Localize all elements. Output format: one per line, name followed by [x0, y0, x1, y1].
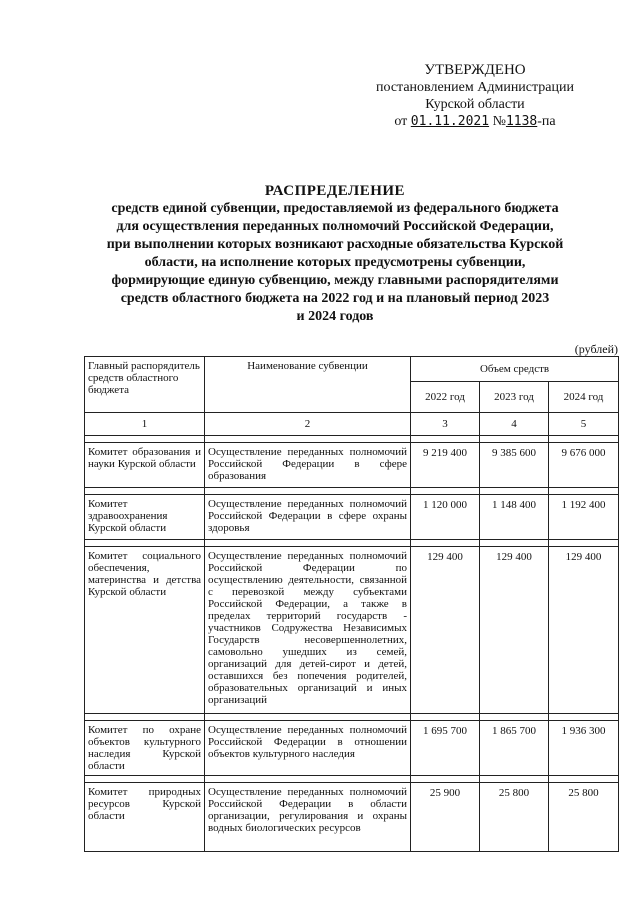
- row-value-2024: 1 192 400: [549, 495, 619, 540]
- col-number: 1: [85, 413, 205, 436]
- number-label: №: [492, 114, 506, 129]
- row-subvention: Осуществление переданных полномочий Российской Федерации в сфере охраны здоровья: [205, 495, 411, 540]
- row-subvention: Осуществление переданных полномочий Российской Федерации в сфере образования: [205, 443, 411, 488]
- table-row: [85, 547, 619, 714]
- row-value-2024: 129 400: [549, 547, 619, 714]
- from-label: от: [394, 114, 408, 129]
- row-value-2023: 129 400: [480, 547, 549, 714]
- number-suffix: -па: [537, 114, 556, 129]
- title-line: области, на исполнение которых предусмотрены субвенции,: [144, 255, 526, 270]
- row-value-2022: 129 400: [411, 547, 480, 714]
- row-distributor: Комитет природных ресурсов Курской области: [85, 783, 205, 852]
- row-distributor: Комитет социального обеспечения, материнства и детства Курской области: [85, 547, 205, 714]
- title-heading: РАСПРЕДЕЛЕНИЕ: [264, 183, 406, 199]
- distribution-table: [84, 356, 619, 852]
- col-number: 5: [549, 413, 619, 436]
- row-value-2022: 1 120 000: [411, 495, 480, 540]
- row-value-2024: 25 800: [549, 783, 619, 852]
- approval-heading: УТВЕРЖДЕНО: [424, 62, 526, 78]
- row-value-2022: 1 695 700: [411, 721, 480, 776]
- row-value-2023: 1 865 700: [480, 721, 549, 776]
- title-line: при выполнении которых возникают расходные обязательства Курской: [106, 237, 564, 252]
- row-value-2023: 1 148 400: [480, 495, 549, 540]
- row-distributor: Комитет по охране объектов культурного наследия Курской области: [85, 721, 205, 776]
- header-distributor: Главный распорядитель средств областного бюджета: [85, 357, 205, 413]
- row-value-2022: 25 900: [411, 783, 480, 852]
- row-value-2023: 9 385 600: [480, 443, 549, 488]
- units-label: (рублей): [574, 342, 618, 356]
- row-value-2022: 9 219 400: [411, 443, 480, 488]
- approval-line-1: постановлением Администрации: [376, 80, 574, 95]
- approval-line-2: Курской области: [425, 97, 525, 112]
- header-year-2024: 2024 год: [549, 382, 619, 413]
- col-number: 4: [480, 413, 549, 436]
- row-distributor: Комитет образования и науки Курской области: [85, 443, 205, 488]
- header-year-2023: 2023 год: [480, 382, 549, 413]
- table-row: [85, 495, 619, 540]
- row-value-2024: 9 676 000: [549, 443, 619, 488]
- title-line: для осуществления переданных полномочий Российской Федерации,: [116, 219, 554, 234]
- row-subvention: Осуществление переданных полномочий Российской Федерации в отношении объектов культурного наследия: [205, 721, 411, 776]
- header-year-2022: 2022 год: [411, 382, 480, 413]
- approval-number: 1138: [505, 114, 538, 129]
- table-header-row: [85, 357, 619, 382]
- header-volume: Объем средств: [411, 357, 619, 382]
- approval-date-line: [360, 113, 590, 130]
- header-subvention: Наименование субвенции: [205, 357, 411, 413]
- row-value-2023: 25 800: [480, 783, 549, 852]
- approval-date: 01.11.2021: [410, 114, 490, 129]
- col-number: 3: [411, 413, 480, 436]
- title-line: и 2024 годов: [296, 309, 374, 324]
- title-line: средств единой субвенции, предоставляемой из федерального бюджета: [111, 201, 559, 216]
- column-number-row: [85, 413, 619, 436]
- col-number: 2: [205, 413, 411, 436]
- row-distributor: Комитет здравоохранения Курской области: [85, 495, 205, 540]
- row-subvention: Осуществление переданных полномочий Российской Федерации по осуществлению деятельности, связанной с перевозкой между субъектами Российской Федерации, а также в пределах территорий государств - участников Содружества Независимых Государств несовершеннолетних, самовольно ушедших из семей, организаций для детей-сирот и детей, оставшихся без попечения родителей, образовательных организаций и иных организаций: [205, 547, 411, 714]
- approval-stamp: [360, 62, 590, 130]
- table-row: [85, 443, 619, 488]
- title-line: средств областного бюджета на 2022 год и на плановый период 2023: [120, 291, 550, 306]
- title-line: формирующие единую субвенцию, между главными распорядителями: [111, 273, 559, 288]
- table-row: [85, 721, 619, 776]
- document-title: [90, 182, 580, 326]
- row-value-2024: 1 936 300: [549, 721, 619, 776]
- table-row: [85, 783, 619, 852]
- row-subvention: Осуществление переданных полномочий Российской Федерации в области организации, регулирования и охраны водных биологических ресурсов: [205, 783, 411, 852]
